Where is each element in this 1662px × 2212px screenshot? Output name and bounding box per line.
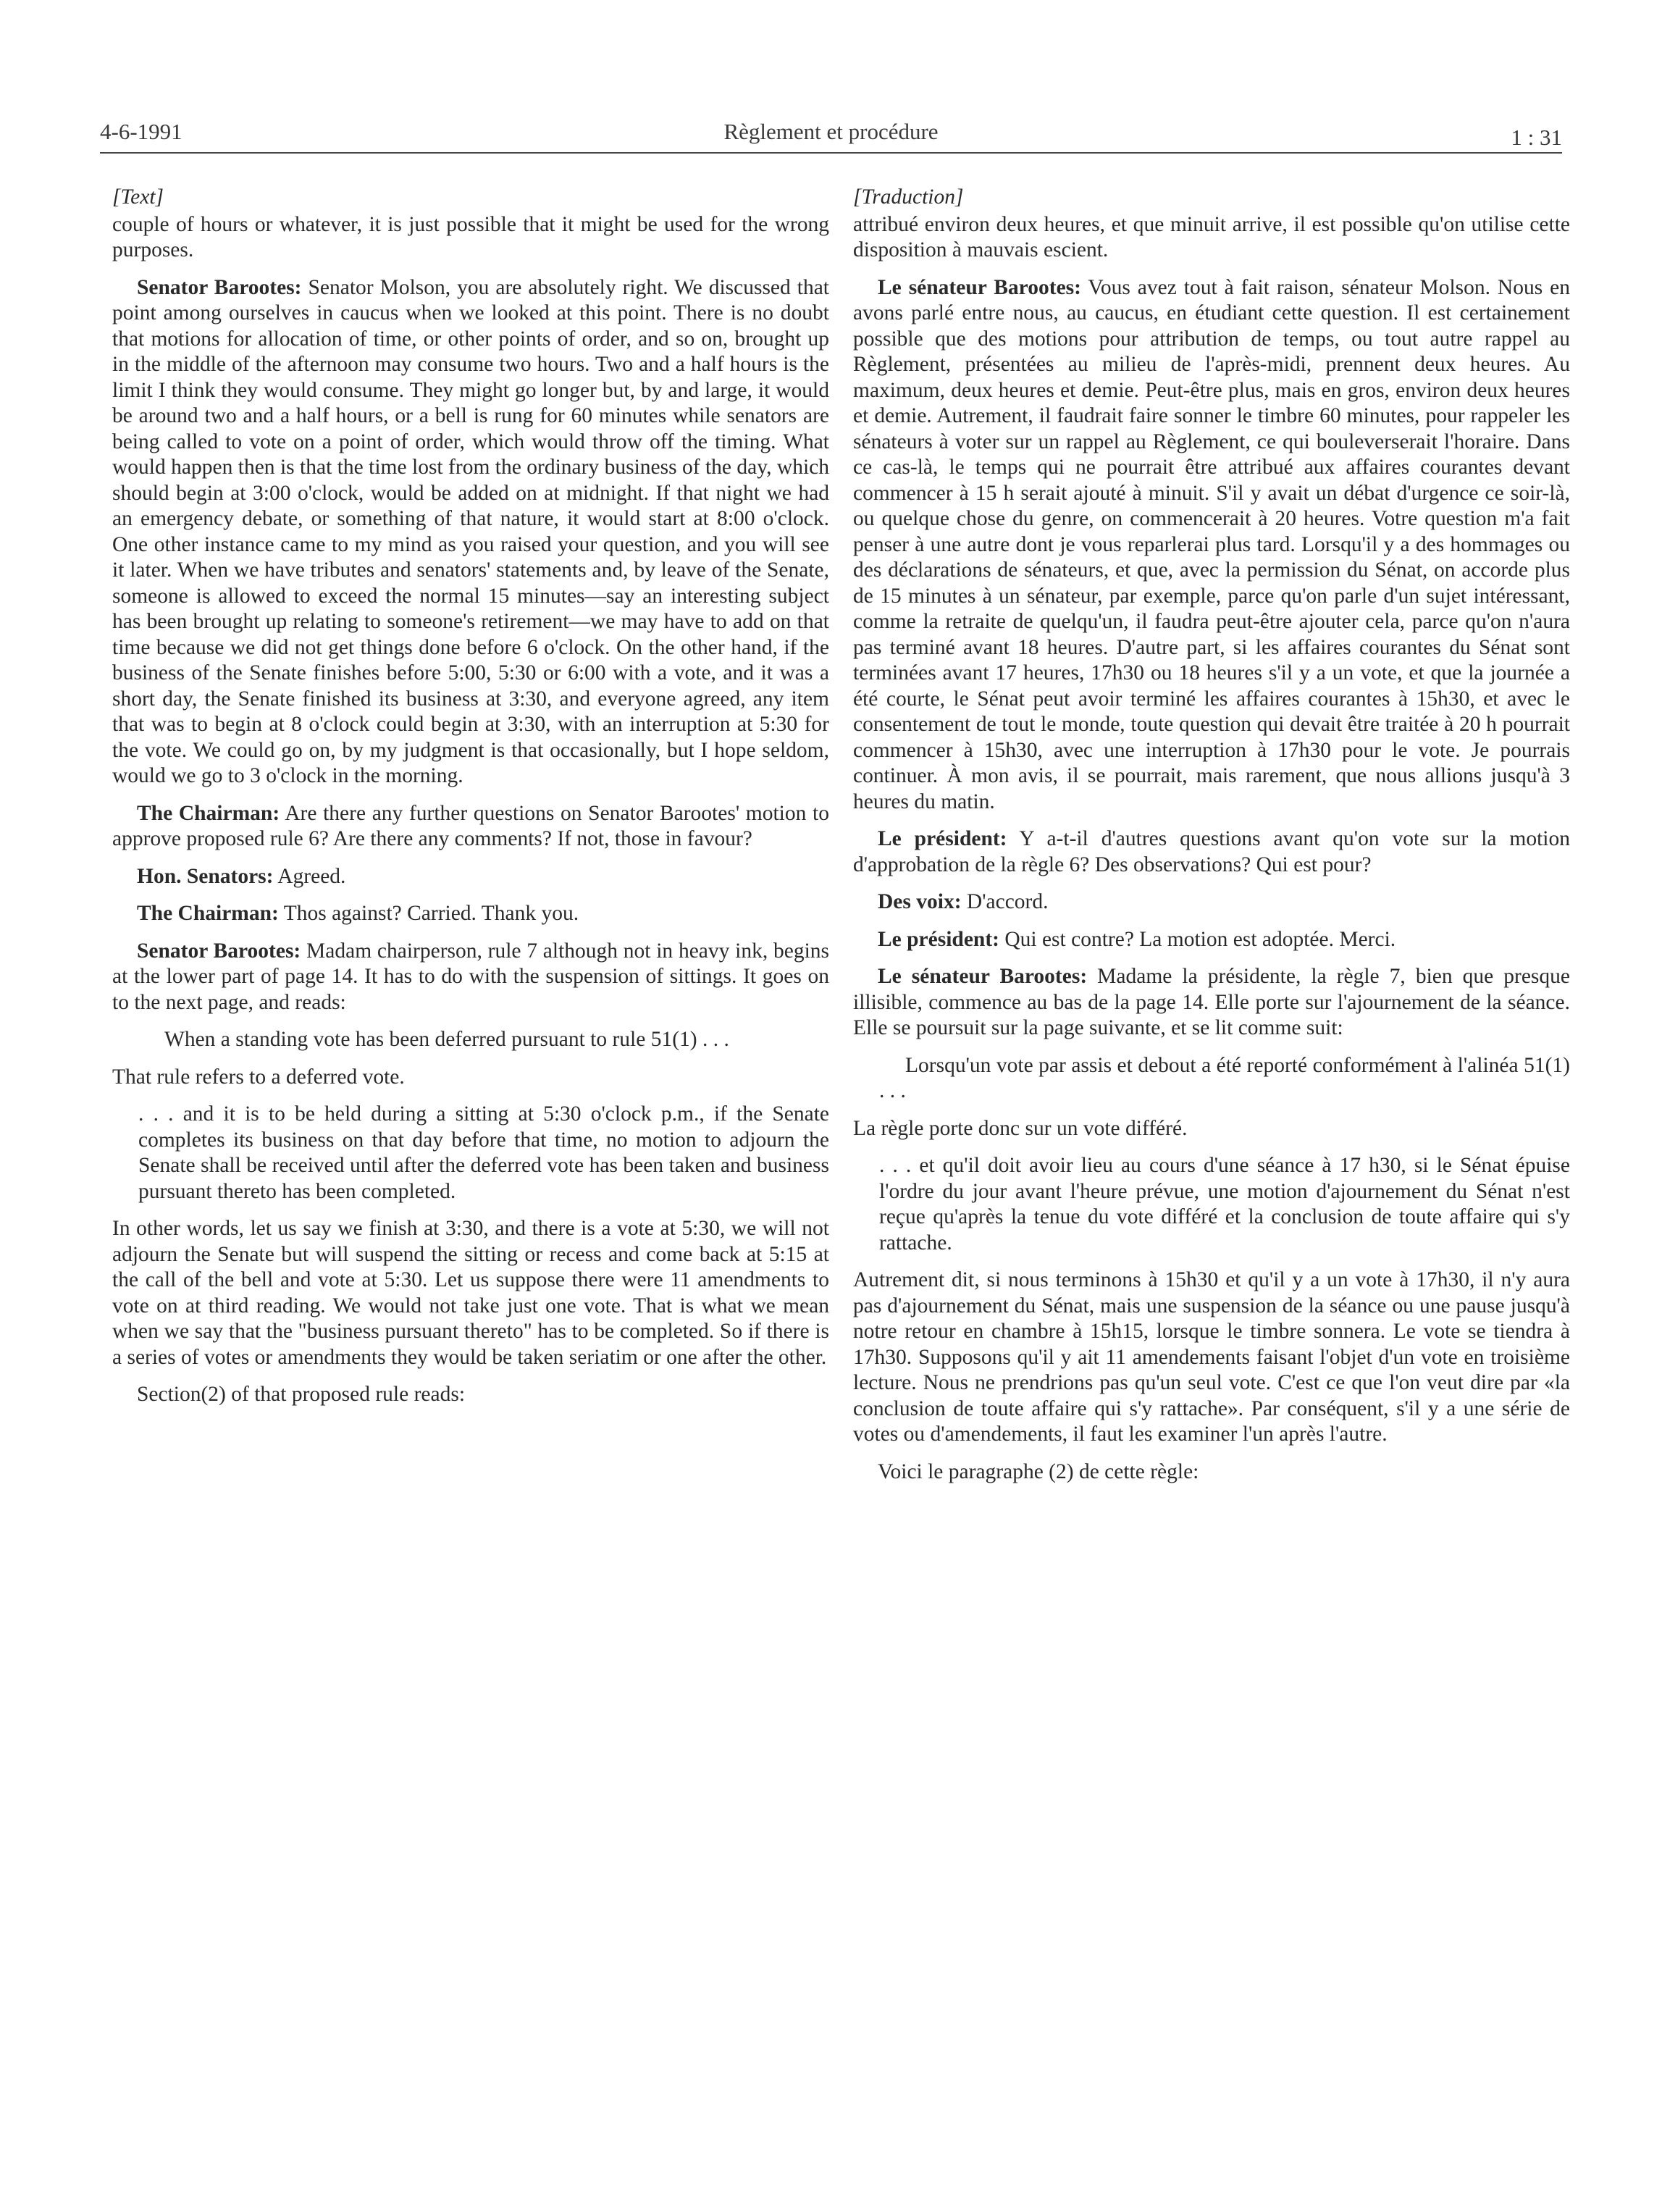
paragraph — [853, 964, 1570, 1042]
paragraph — [853, 275, 1570, 816]
header-title: Règlement et procédure — [723, 119, 939, 144]
paragraph — [112, 864, 829, 890]
speech-text: Agreed. — [273, 864, 346, 888]
english-column — [112, 185, 829, 1420]
paragraph — [112, 939, 829, 1016]
speaker-name: Senator Barootes: — [137, 939, 301, 963]
paragraph: In other words, let us say we finish at 3:30, and there is a vote at 5:30, we will not adjourn the Senate but will suspend the sitting or recess and come back at 5:15 at the call of the bell and vote at 5:30. Let us suppose there were 11 amendments to vote on at third reading. We would not take just one vote. That is what we mean when we say that the "business pursuant thereto" has to be completed. So if there is a series of votes or amendments they would be taken seriatim or one after the other. — [112, 1217, 829, 1369]
speaker-name: Hon. Senators: — [137, 864, 274, 888]
paragraph: attribué environ deux heures, et que minuit arrive, il est possible qu'on utilise cette disposition à mauvais escient. — [853, 212, 1570, 261]
paragraph — [112, 801, 829, 852]
header-date: 4-6-1991 — [100, 119, 182, 144]
column-label: [Text] — [112, 185, 164, 209]
rule-quote: When a standing vote has been deferred pursuant to rule 51(1) . . . — [164, 1028, 729, 1051]
speech-text: Senator Molson, you are absolutely right. We discussed that point among ourselves in caucus when we looked at this point. There is no doubt that motions for allocation of time, or other points of order, and so on, brought up in the middle of the afternoon may consume two hours. Two and a half hours is the limit I think they would consume. They might go longer but, by and large, it would be around two and a half hours, or a bell is rung for 60 minutes while senators are being called to vote on a point of order, which would throw off the timing. What would happen then is that the time lost from the ordinary business of the day, which should begin at 3:00 o'clock, would be added on at midnight. If that night we had an emergency debate, or something of that nature, it would start at 8:00 o'clock. One other instance came to my mind as you raised your question, and you will see it later. When we have tributes and senators' statements and, by leave of the Senate, someone is allowed to exceed the normal 15 minutes—say an interesting subject has been brought up relating to someone's retirement—we may have to add on that time because we did not get things done before 6 o'clock. On the other hand, if the business of the Senate finishes before 5:00, 5:30 or 6:00 with a vote, and it was a short day, the Senate finished its business at 3:30, and everyone agreed, any item that was to begin at 8 o'clock could begin at 3:30, with an interruption at 5:30 for the vote. We could go on, by my judgment is that occasionally, but I hope seldom, would we go to 3 o'clock in the morning. — [112, 275, 830, 787]
speech-text: Madam chairperson, rule 7 although not in heavy ink, begins at the lower part of page 14. It has to do with the suspension of sittings. It goes on to the next page, and reads: — [112, 939, 829, 1014]
paragraph: Voici le paragraphe (2) de cette règle: — [878, 1459, 1199, 1483]
paragraph — [853, 927, 1570, 953]
speech-text: D'accord. — [961, 890, 1049, 913]
page-header — [100, 116, 1562, 154]
speaker-name: The Chairman: — [137, 801, 280, 825]
speaker-name: Le président: — [878, 927, 999, 951]
paragraph: That rule refers to a deferred vote. — [112, 1065, 405, 1089]
paragraph — [853, 889, 1570, 916]
speech-text: Madame la présidente, la règle 7, bien que presque illisible, commence au bas de la page 14. Elle porte sur l'ajournement de la séance. Elle se poursuit sur la page suivante, et se lit comme suit: — [853, 965, 1571, 1039]
paragraph — [112, 275, 829, 789]
paragraph: La règle porte donc sur un vote différé. — [853, 1116, 1188, 1140]
speaker-name: The Chairman: — [137, 902, 279, 925]
paragraph — [853, 826, 1570, 878]
page-number: 1 : 31 — [1511, 125, 1562, 150]
column-label: [Traduction] — [853, 185, 964, 209]
speech-text: Qui est contre? La motion est adoptée. Merci. — [999, 927, 1396, 951]
paragraph: couple of hours or whatever, it is just possible that it might be used for the wrong purposes. — [112, 212, 829, 261]
speaker-name: Le sénateur Barootes: — [878, 965, 1088, 988]
speaker-name: Le président: — [878, 827, 1007, 850]
paragraph: Section(2) of that proposed rule reads: — [137, 1383, 466, 1406]
speech-text: Vous avez tout à fait raison, sénateur Molson. Nous en avons parlé entre nous, au caucus, en étudiant cette question. Il est certainement possible que des motions pour attribution de temps, ou tout autre rappel au Règlement, présentées au milieu de l'après-midi, prennent deux heures. Au maximum, deux heures et demie. Peut-être plus, mais en gros, environ deux heures et demie. Autrement, il faudrait faire sonner le timbre 60 minutes, pour rappeler les sénateurs à voter sur un rappel au Règlement, ce qui bouleverserait l'horaire. Dans ce cas-là, le temps qui ne pourrait être attribué aux affaires courantes devant commencer à 15 h serait ajouté à minuit. S'il y avait un débat d'urgence ce soir-là, ou quelque chose du genre, on commencerait à 20 heures. Votre question m'a fait penser à une autre dont je vous reparlerai plus tard. Lorsqu'il y a des hommages ou des déclarations de sénateurs, et que, avec la permission du Sénat, on accorde plus de 15 minutes à un sénateur, par exemple, parce qu'on parle d'un sujet intéressant, comme la retraite de quelqu'un, il faudra peut-être ajouter cela, parce qu'on n'aura pas terminé avant 18 heures. D'autre part, si les affaires courantes du Sénat sont terminées avant 17 heures, 17h30 ou 18 heures s'il y a un vote, et que la journée a été courte, le Sénat peut avoir terminé les affaires courantes à 15h30, et avec le consentement de tout le monde, toute question qui devait être traitée à 20 h pourrait commencer à 15h30, avec une interruption à 17h30 pour le vote. Je pourrais continuer. À mon avis, il se pourrait, mais rarement, que nous allions jusqu'à 3 heures du matin. — [853, 275, 1570, 813]
speech-text: Y a-t-il d'autres questions avant qu'on vote sur la motion d'approbation de la règle 6? Des observations? Qui est pour? — [853, 827, 1571, 876]
speaker-name: Le sénateur Barootes: — [878, 275, 1081, 299]
rule-quote: . . . et qu'il doit avoir lieu au cours d'une séance à 17 h30, si le Sénat épuise l'ordre du jour avant l'heure prévue, une motion d'ajournement du Sénat n'est reçue qu'après la tenue du vote différé et la conclusion de toute affaire qui s'y rattache. — [879, 1154, 1570, 1254]
paragraph — [112, 901, 829, 927]
speech-text: Are there any further questions on Senator Barootes' motion to approve proposed rule 6? Are there any comments? If not, those in favour? — [112, 801, 829, 850]
speech-text: Thos against? Carried. Thank you. — [278, 902, 579, 925]
paragraph: Autrement dit, si nous terminons à 15h30 et qu'il y a un vote à 17h30, il n'y aura pas d'ajournement du Sénat, mais une suspension de la séance ou une pause jusqu'à notre retour en chambre à 15h15, lorsque le timbre sonnera. Le vote se tiendra à 17h30. Supposons qu'il y ait 11 amendements faisant l'objet d'un vote en troisième lecture. Nous ne prendrions pas qu'un seul vote. C'est ce que l'on veut dire par «la conclusion de toute affaire qui s'y rattache». Par conséquent, s'il y a une série de votes ou d'amendements, il faut les examiner l'un après l'autre. — [853, 1268, 1570, 1446]
rule-quote: . . . and it is to be held during a sitting at 5:30 o'clock p.m., if the Senate completes its business on that day before that time, no motion to adjourn the Senate shall be received until after the deferred vote has been taken and business pursuant thereto has been completed. — [138, 1102, 829, 1203]
speaker-name: Des voix: — [878, 890, 962, 913]
rule-quote: Lorsqu'un vote par assis et debout a été reporté conformément à l'alinéa 51(1) . . . — [879, 1053, 1570, 1102]
speaker-name: Senator Barootes: — [137, 275, 302, 299]
french-column — [853, 185, 1570, 1496]
